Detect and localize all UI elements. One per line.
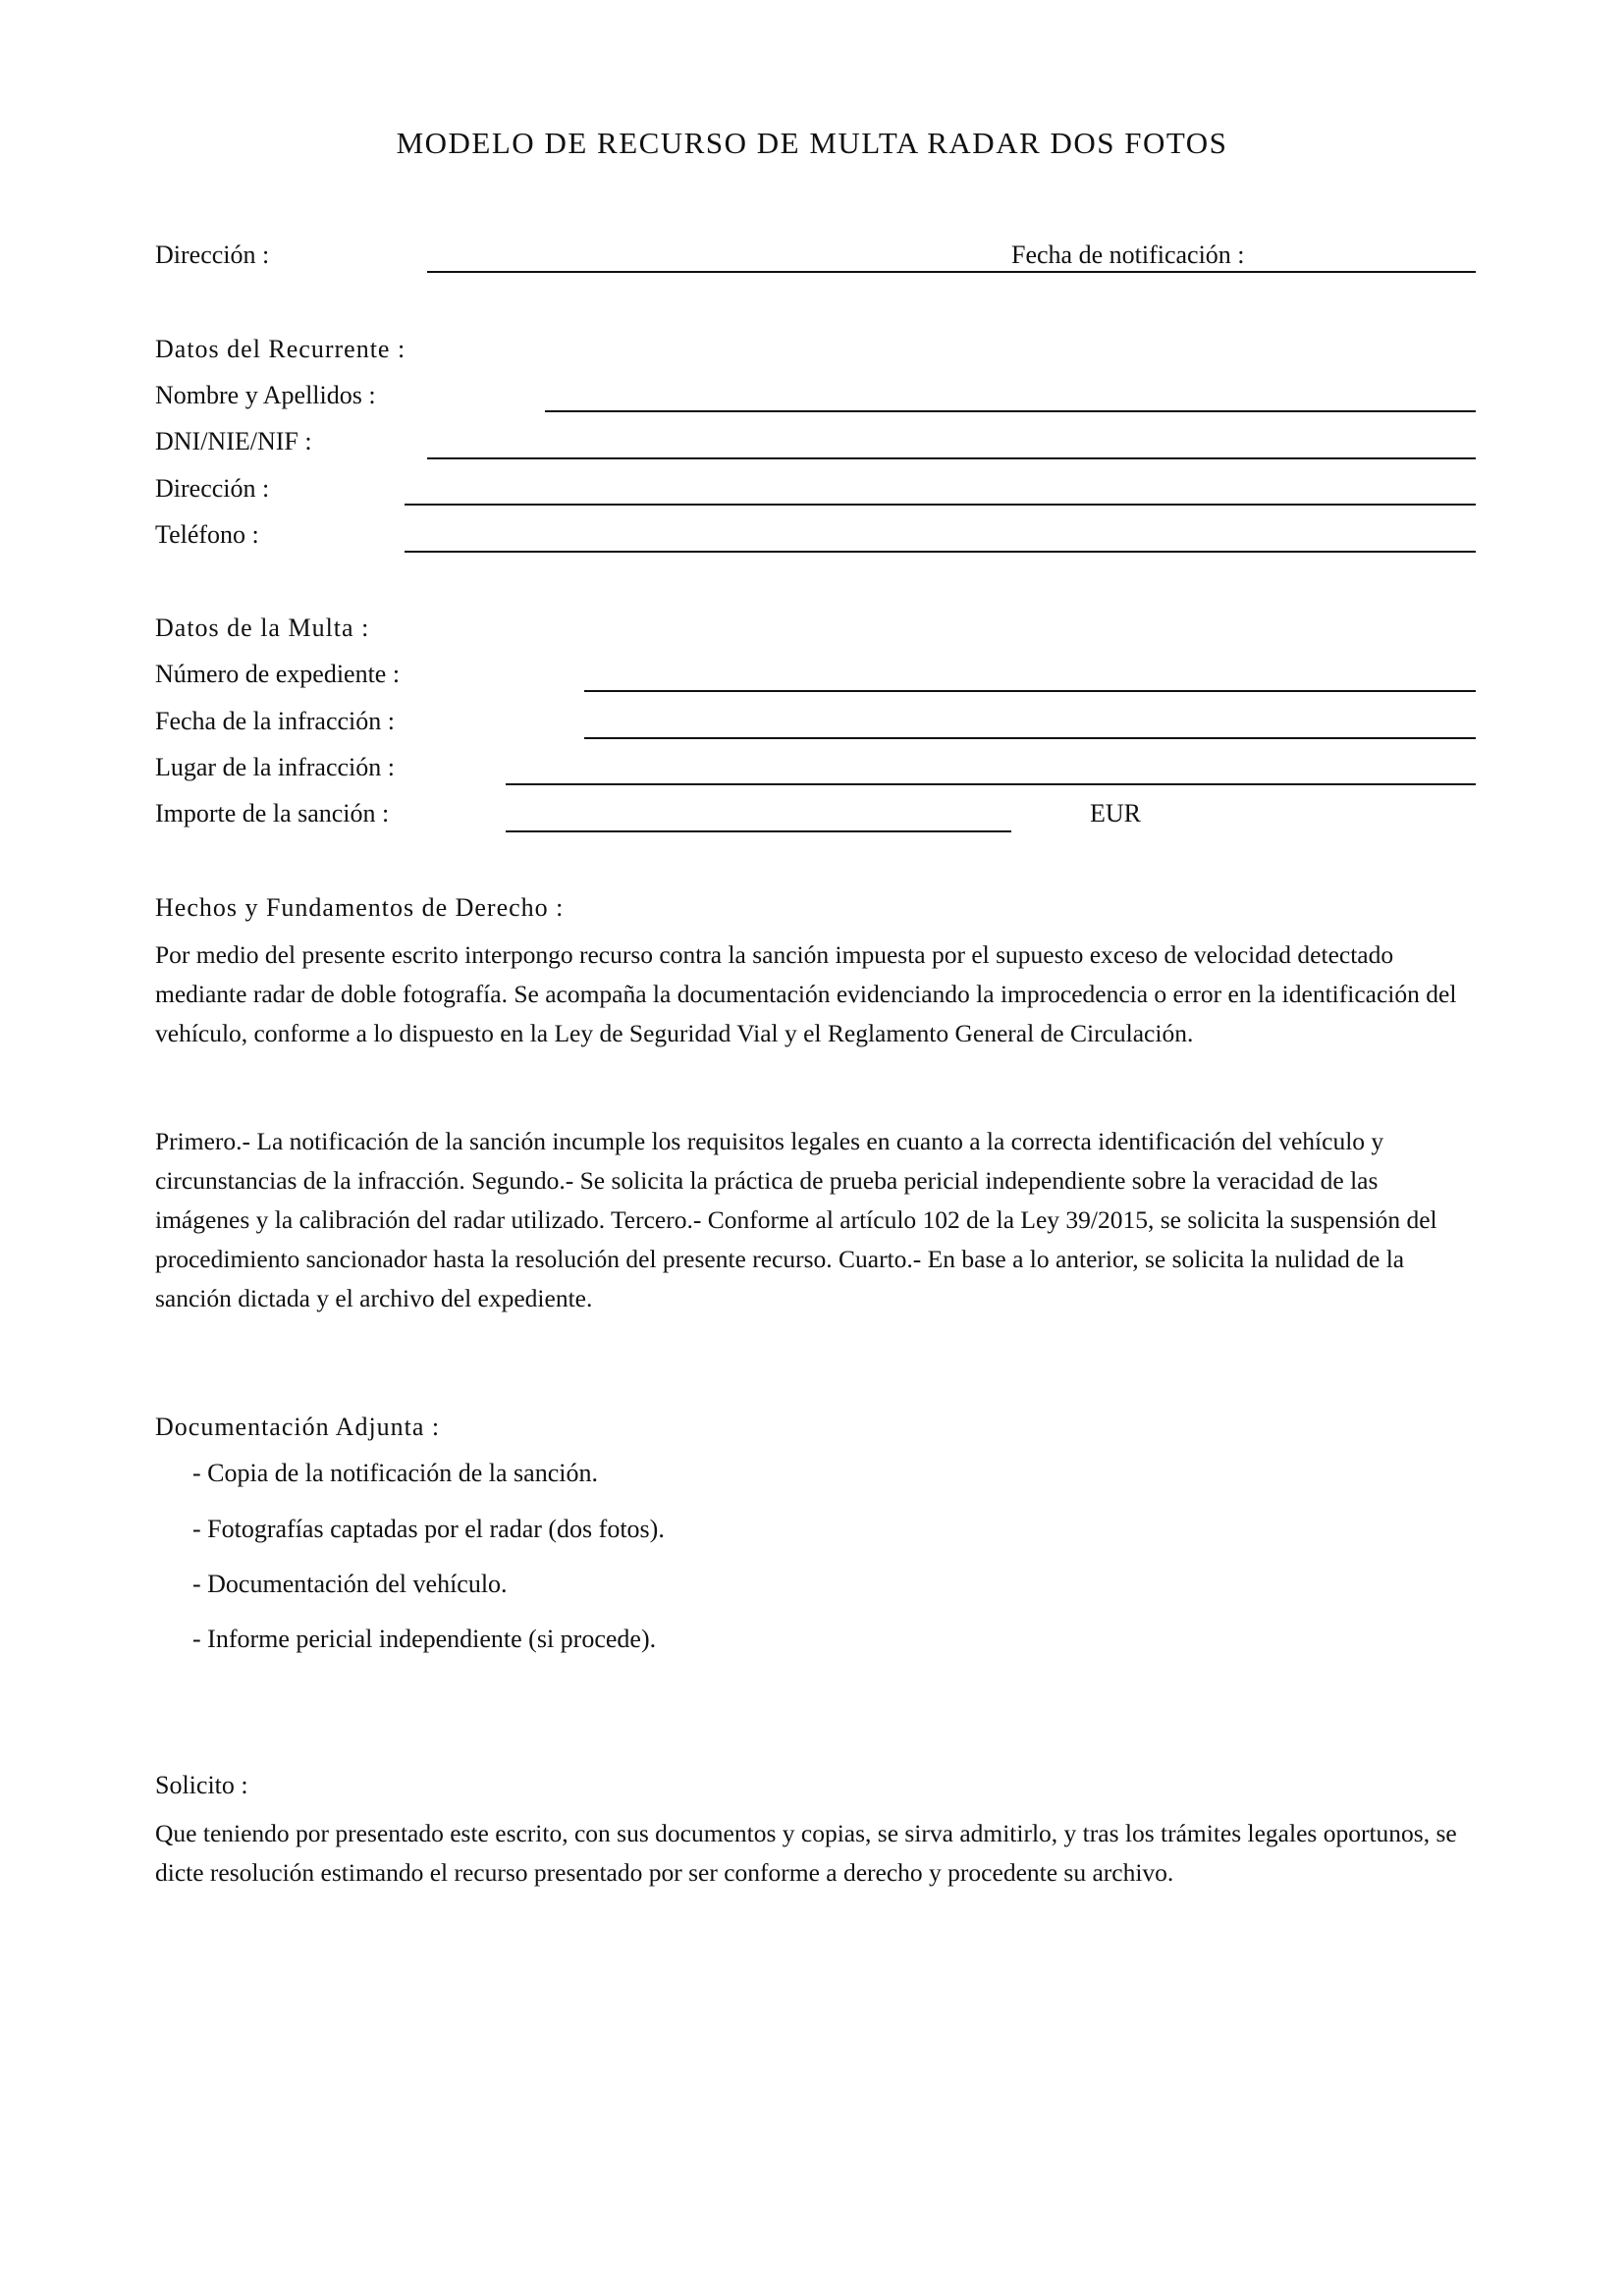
documentacion-item: - Documentación del vehículo. [192, 1570, 508, 1598]
expediente-label: Número de expediente : [155, 660, 401, 688]
dni-field[interactable] [427, 457, 1476, 459]
direccion-header-field[interactable] [427, 271, 1476, 273]
documentacion-item: - Fotografías captadas por el radar (dos fotos). [192, 1515, 665, 1543]
solicito-heading: Solicito : [155, 1771, 248, 1799]
multa-heading: Datos de la Multa : [155, 614, 370, 642]
direccion-recurrente-label: Dirección : [155, 474, 270, 503]
direccion-header-label: Dirección : [155, 240, 270, 269]
dni-label: DNI/NIE/NIF : [155, 427, 312, 455]
expediente-field[interactable] [584, 690, 1476, 692]
importe-label: Importe de la sanción : [155, 799, 390, 828]
documentacion-heading: Documentación Adjunta : [155, 1413, 441, 1441]
fecha-notificacion-label: Fecha de notificación : [1011, 240, 1245, 269]
recurrente-heading: Datos del Recurrente : [155, 335, 406, 363]
fecha-infraccion-label: Fecha de la infracción : [155, 707, 395, 735]
nombre-label: Nombre y Apellidos : [155, 381, 376, 409]
fecha-infraccion-field[interactable] [584, 737, 1476, 739]
documentacion-item: - Informe pericial independiente (si procede). [192, 1625, 657, 1653]
document-title: MODELO DE RECURSO DE MULTA RADAR DOS FOTOS [396, 126, 1228, 160]
currency-label: EUR [1090, 799, 1141, 828]
solicito-paragraph: Que teniendo por presentado este escrito, con sus documentos y copias, se sirva admitirlo, y tras los trámites legales oportunos, se dicte resolución estimando el recurso presentado por ser conforme a derecho y procedente su archivo. [155, 1819, 1457, 1887]
hechos-paragraph-1: Por medio del presente escrito interpongo recurso contra la sanción impuesta por el supuesto exceso de velocidad detectado mediante radar de doble fotografía. Se acompaña la documentación evidenciando la improcedencia o error en la identificación del vehículo, conforme a lo dispuesto en la Ley de Seguridad Vial y el Reglamento General de Circulación. [155, 940, 1457, 1047]
telefono-label: Teléfono : [155, 520, 259, 549]
nombre-field[interactable] [545, 410, 1476, 412]
telefono-field[interactable] [405, 551, 1476, 553]
importe-field[interactable] [506, 830, 1011, 832]
lugar-infraccion-field[interactable] [506, 783, 1476, 785]
lugar-infraccion-label: Lugar de la infracción : [155, 753, 395, 781]
documentacion-item: - Copia de la notificación de la sanción. [192, 1459, 598, 1487]
direccion-recurrente-field[interactable] [405, 504, 1476, 506]
hechos-heading: Hechos y Fundamentos de Derecho : [155, 893, 565, 922]
hechos-paragraph-2: Primero.- La notificación de la sanción incumple los requisitos legales en cuanto a la correcta identificación del vehículo y circunstancias de la infracción. Segundo.- Se solicita la práctica de prueba pericial independiente sobre la veracidad de las imágenes y la calibración del radar utilizado. Tercero.- Conforme al artículo 102 de la Ley 39/2015, se solicita la suspensión del procedimiento sancionador hasta la resolución del presente recurso. Cuarto.- En base a lo anterior, se solicita la nulidad de la sanción dictada y el archivo del expediente. [155, 1127, 1437, 1312]
